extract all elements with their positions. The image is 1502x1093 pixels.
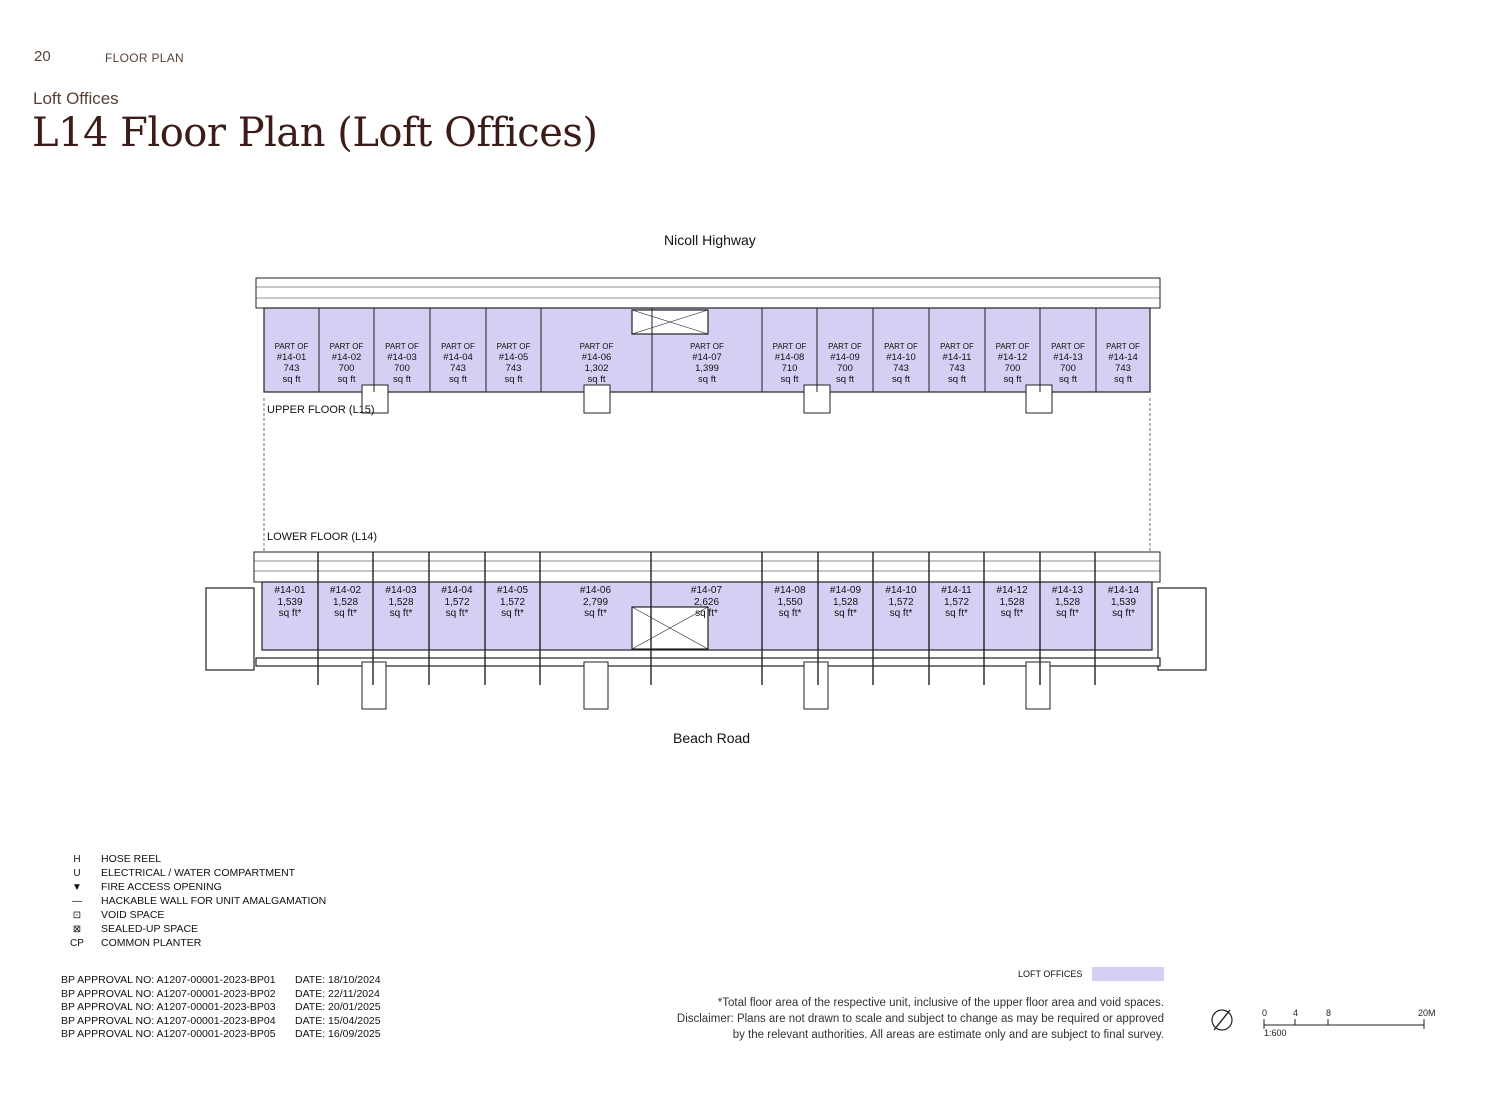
unit-unit-label: sq ft [449,374,467,385]
scale-graphic [1210,1006,1440,1046]
approval-number: BP APPROVAL NO: A1207-00001-2023-BP02 [61,987,276,1000]
scale-tick: 8 [1326,1008,1332,1018]
unit-unit-label: sq ft [337,374,356,385]
unit-unit: #14-10 [886,352,916,363]
unit-prefix: PART OF [441,342,475,351]
upper-unit-label [983,341,1043,385]
legend-row [66,936,326,950]
unit-unit: #14-08 [774,585,806,596]
unit-unit-label: sq ft* [445,608,469,619]
unit-unit-label: sq ft [780,374,799,385]
upper-unit-label [317,341,377,385]
unit-unit: #14-01 [274,585,306,596]
sealed-space-icon: ⊠ [72,923,82,935]
unit-unit: #14-07 [690,585,723,596]
hose-reel-icon: H [73,853,81,865]
unit-prefix: PART OF [329,342,364,351]
unit-area: 743 [283,363,300,374]
lower-unit-label [316,585,376,620]
unit-area: 743 [893,363,909,374]
upper-unit-label [567,341,627,385]
unit-area: 700 [837,363,853,374]
lower-unit-label [566,585,626,620]
disclaimer-line: Disclaimer: Plans are not drawn to scale and subject to change as may be required or approved [676,1013,1164,1025]
unit-unit: #14-14 [1107,585,1140,596]
unit-unit: #14-04 [443,352,473,363]
legend-row [66,894,326,908]
approval-number: BP APPROVAL NO: A1207-00001-2023-BP04 [61,1014,276,1027]
scale-ratio: 1:600 [1264,1028,1287,1038]
unit-unit-label: sq ft* [1056,608,1079,619]
unit-area: 1,528 [999,596,1025,608]
unit-prefix: PART OF [496,342,531,351]
disclaimer [604,995,1164,1043]
lower-unit-label [927,585,987,620]
upper-unit-label [484,341,544,385]
unit-area: 743 [450,363,466,374]
approval-row [61,1015,381,1029]
unit-unit: #14-05 [498,352,529,363]
approval-date: DATE: 15/04/2025 [295,1014,381,1027]
upper-unit-label [1038,341,1098,385]
unit-area: 1,550 [777,596,803,608]
unit-unit: #14-13 [1051,585,1084,596]
approval-number: BP APPROVAL NO: A1207-00001-2023-BP01 [61,974,276,986]
approval-date: DATE: 18/10/2024 [295,974,381,986]
approval-date: DATE: 20/01/2025 [295,1001,381,1014]
legend-row [66,908,326,922]
unit-unit: #14-12 [996,585,1028,596]
road-south: Beach Road [673,730,751,746]
approval-number: BP APPROVAL NO: A1207-00001-2023-BP03 [61,1001,276,1014]
unit-prefix: PART OF [385,342,419,351]
lower-unit-label [982,585,1042,620]
unit-unit-label: sq ft* [889,608,913,619]
hackable-wall-icon: — [72,895,82,907]
unit-unit: #14-11 [941,585,972,596]
lower-unit-label [871,585,931,620]
unit-area: 710 [781,363,798,374]
lower-floor-label: LOWER FLOOR (L14) [267,531,378,543]
road-north: Nicoll Highway [664,232,756,248]
upper-unit-label [677,341,737,385]
legend-row [66,852,326,866]
upper-unit-label [372,341,432,385]
unit-area: 700 [1060,363,1076,374]
approvals-list [61,974,381,1042]
lower-unit-label [816,585,876,620]
unit-unit-label: sq ft* [334,608,357,619]
upper-unit-label [760,341,820,385]
lower-unit-label [1038,585,1098,620]
page-subtitle: Loft Offices [33,89,119,108]
unit-area: 1,528 [832,596,859,608]
unit-unit-label: sq ft* [695,608,718,619]
floor-plan-drawing [200,265,1210,715]
fire-access-icon: ▼ [72,881,82,893]
unit-unit-label: sq ft [587,374,606,385]
unit-prefix: PART OF [940,342,974,351]
legend [66,852,326,950]
legend-label: VOID SPACE [101,909,165,921]
unit-area: 700 [394,363,410,374]
page-title: L14 Floor Plan (Loft Offices) [32,110,598,156]
page-number: 20 [34,48,51,65]
legend-label: FIRE ACCESS OPENING [101,881,222,893]
lower-unit-label [260,585,320,620]
approval-row [61,1028,381,1042]
unit-area: 1,572 [888,596,914,608]
legend-row [66,922,326,936]
unit-unit: #14-06 [581,352,612,363]
approval-row [61,1001,381,1015]
unit-unit-label: sq ft* [501,608,524,619]
lower-unit-label [483,585,543,620]
lower-unit-label [427,585,487,620]
unit-unit-label: sq ft* [778,608,802,619]
unit-prefix: PART OF [1106,342,1140,351]
key-swatch [1092,967,1164,981]
unit-unit-label: sq ft* [1112,608,1135,619]
unit-area: 743 [949,363,965,374]
unit-unit-label: sq ft* [389,608,413,619]
unit-unit: #14-01 [276,352,307,363]
unit-unit-label: sq ft* [945,608,968,619]
approval-row [61,988,381,1002]
legend-row [66,866,326,880]
upper-unit-label [815,341,875,385]
unit-unit: #14-08 [774,352,805,363]
unit-prefix: PART OF [828,342,862,351]
unit-unit: #14-05 [496,585,529,596]
disclaimer-line: *Total floor area of the respective unit, inclusive of the upper floor area and void spaces. [717,997,1164,1009]
unit-unit: #14-07 [692,352,722,363]
approval-date: DATE: 22/11/2024 [295,987,380,1000]
upper-unit-label [871,341,931,385]
unit-area: 1,572 [444,596,470,608]
approval-number: BP APPROVAL NO: A1207-00001-2023-BP05 [61,1028,276,1041]
unit-unit: #14-02 [331,352,362,363]
unit-area: 1,539 [277,596,303,608]
unit-unit: #14-13 [1053,352,1083,363]
legend-label: HACKABLE WALL FOR UNIT AMALGAMATION [101,895,327,907]
unit-prefix: PART OF [579,342,614,351]
scale-tick: 20M [1418,1008,1436,1018]
key-label: LOFT OFFICES [1018,969,1083,979]
unit-area: 2,799 [582,596,609,608]
unit-unit: #14-04 [441,585,473,596]
lower-unit-label [1094,585,1154,620]
unit-area: 1,528 [388,596,414,608]
legend-label: COMMON PLANTER [101,937,202,949]
color-key [1018,967,1164,981]
unit-unit-label: sq ft [948,374,966,385]
unit-unit-label: sq ft [836,374,854,385]
scale-tick: 0 [1262,1008,1268,1018]
unit-unit-label: sq ft [698,374,716,385]
upper-floor-label: UPPER FLOOR (L15) [267,404,375,416]
unit-unit: #14-02 [329,585,362,596]
unit-unit-label: sq ft [1114,374,1132,385]
upper-unit-label [428,341,488,385]
unit-area: 743 [1115,363,1131,374]
unit-unit: #14-14 [1108,352,1138,363]
unit-area: 1,399 [695,363,719,374]
scale-bar [1210,1006,1440,1046]
void-space-icon: ⊡ [72,909,82,921]
unit-unit: #14-03 [387,352,417,363]
unit-area: 1,528 [1054,596,1081,608]
lower-unit-label [677,585,737,620]
unit-prefix: PART OF [1051,342,1085,351]
unit-area: 700 [338,363,355,374]
unit-prefix: PART OF [995,342,1030,351]
unit-area: 700 [1004,363,1021,374]
unit-area: 1,572 [943,596,970,608]
unit-area: 743 [505,363,522,374]
floor-plan [200,265,1210,715]
unit-unit-label: sq ft* [584,608,607,619]
unit-unit-label: sq ft* [834,608,857,619]
upper-unit-label [927,341,987,385]
lower-unit-label [760,585,820,620]
unit-unit-label: sq ft [1059,374,1077,385]
unit-unit-label: sq ft [282,374,301,385]
unit-unit: #14-09 [829,585,862,596]
approval-row [61,974,381,988]
unit-unit: #14-11 [942,352,972,363]
lower-unit-label [371,585,431,620]
unit-unit: #14-06 [579,585,612,596]
unit-unit: #14-03 [385,585,417,596]
legend-label: HOSE REEL [101,853,162,865]
unit-unit-label: sq ft* [278,608,302,619]
unit-unit-label: sq ft* [1000,608,1024,619]
unit-area: 1,528 [332,596,359,608]
upper-unit-label [262,341,322,385]
unit-unit: #14-10 [885,585,917,596]
unit-area: 1,539 [1110,596,1137,608]
scale-tick: 4 [1293,1008,1299,1018]
approval-date: DATE: 16/09/2025 [295,1028,381,1041]
unit-unit: #14-12 [997,352,1028,363]
unit-prefix: PART OF [690,342,724,351]
unit-unit: #14-09 [830,352,860,363]
unit-prefix: PART OF [884,342,918,351]
legend-label: ELECTRICAL / WATER COMPARTMENT [101,867,296,879]
unit-prefix: PART OF [274,342,309,351]
unit-prefix: PART OF [772,342,807,351]
section-label: FLOOR PLAN [105,51,185,65]
upper-unit-label [1093,341,1153,385]
disclaimer-line: by the relevant authorities. All areas are estimate only and are subject to final survey. [732,1029,1164,1041]
legend-label: SEALED-UP SPACE [101,923,199,935]
legend-row [66,880,326,894]
unit-unit-label: sq ft [892,374,910,385]
unit-area: 2,626 [693,596,720,608]
common-planter-icon: CP [70,937,84,949]
unit-unit-label: sq ft [1003,374,1022,385]
electrical-compartment-icon: U [73,867,81,879]
unit-unit-label: sq ft [393,374,411,385]
unit-unit-label: sq ft [504,374,523,385]
unit-area: 1,572 [499,596,526,608]
unit-area: 1,302 [584,363,609,374]
